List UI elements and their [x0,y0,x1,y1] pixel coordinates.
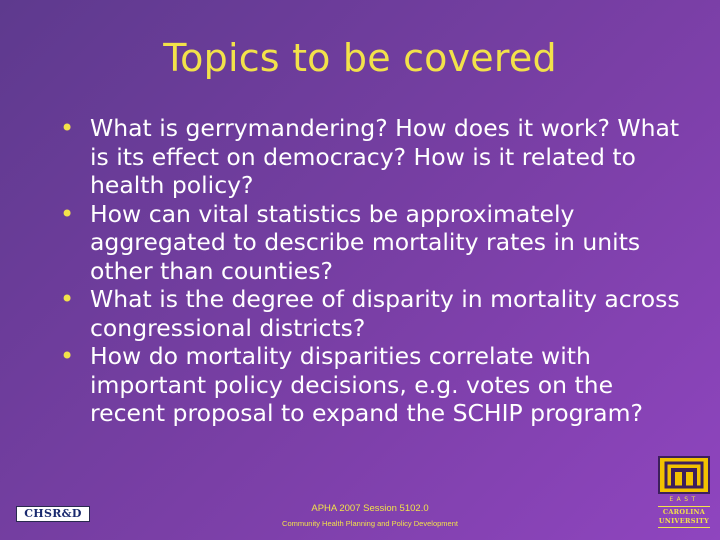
slide-footer [220,503,520,529]
footer-session-title: Community Health Planning and Policy Development [282,519,458,528]
chsrd-logo: CHSR&D [16,506,90,522]
bullet-text: What is the degree of disparity in mortality across congressional districts? [90,285,680,342]
bullet-item [58,114,688,200]
ecu-logo [658,456,710,528]
ecu-east-text: EAST [669,496,699,503]
footer-session: APHA 2007 Session 5102.0 [311,503,429,514]
ecu-name-text [658,506,710,528]
bullet-list [58,114,688,428]
ecu-emblem-icon [658,456,710,494]
bullet-text: How can vital statistics be approximately aggregated to describe mortality rates in units other than counties? [90,199,641,285]
ecu-name-line1: CAROLINA [662,508,706,516]
bullet-item [58,342,688,428]
ecu-name-line2: UNIVERSITY [658,517,710,525]
bullet-item [58,200,688,286]
bullet-dot-icon: • [60,342,75,370]
bullet-dot-icon: • [60,199,75,228]
bullet-dot-icon: • [60,114,75,142]
bullet-text: What is gerrymandering? How does it work? What is its effect on democracy? How is it related to health policy? [90,114,680,199]
slide-title: Topics to be covered [163,36,557,80]
bullet-item [58,285,688,342]
bullet-dot-icon: • [60,285,75,313]
bullet-text: How do mortality disparities correlate with important policy decisions, e.g. votes on the recent proposal to expand the SCHIP program? [90,342,643,427]
